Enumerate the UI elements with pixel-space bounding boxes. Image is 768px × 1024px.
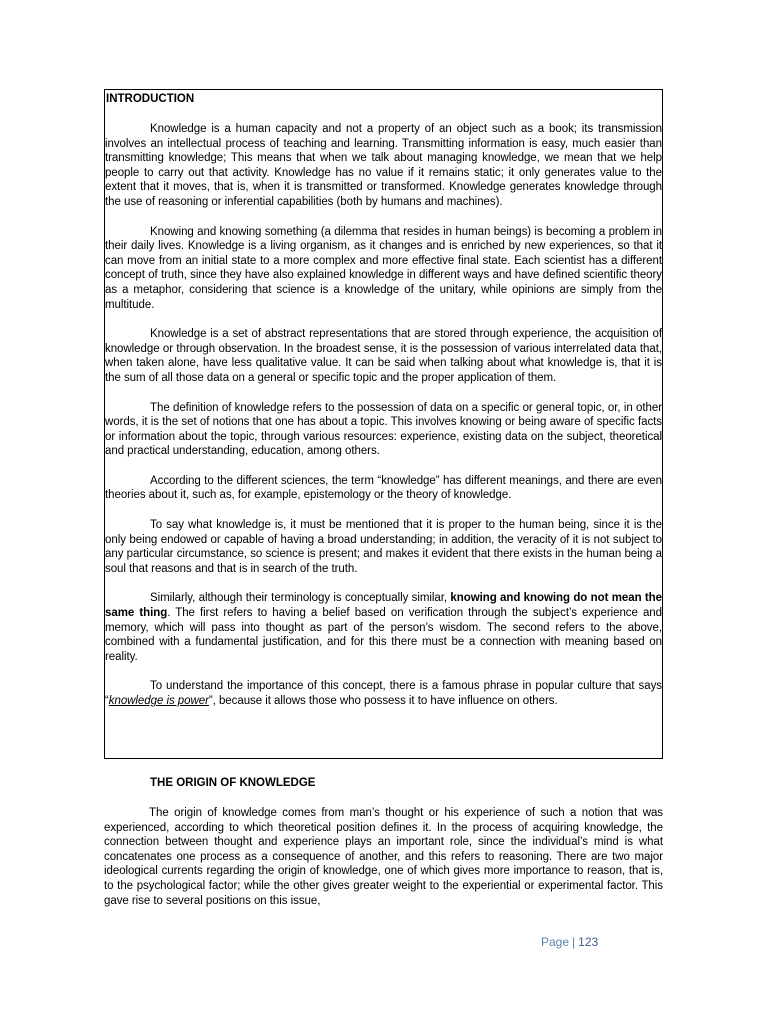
intro-paragraph-3: Knowledge is a set of abstract representations that are stored through experience, the acquisition of knowledge or through observation. In the broadest sense, it is the possession of various interrelated data that, when taken alone, have less qualitative value. It can be said when talking about what knowledge is, that it is the sum of all those data on a general or specific topic and the proper application of them. [105,328,662,384]
p7-bold-phrase: knowing and knowing do not mean the same thing [105,592,662,620]
p8-quote-phrase: knowledge is power [108,695,209,707]
page-footer [541,935,598,949]
intro-paragraph-5: According to the different sciences, the term “knowledge” has different meanings, and there are even theories about it, such as, for example, epistemology or the theory of knowledge. [105,474,662,502]
page-number: 123 [578,935,599,949]
origin-paragraph-1: The origin of knowledge comes from man’s thought or his experience of such a notion that was experienced, according to which theoretical position defines it. In the process of acquiring knowledge, the connection between thought and experience plays an important role, since the individual’s mind is what concatenates one process as a consequence of another, and this refers to reasoning. There are two major ideological currents regarding the origin of knowledge, one of which gives more importance to reason, that is, to the psychological factor; while the other gives greater weight to the experiential or experimental factor. This gave rise to several positions on this issue, [104,807,663,907]
p8-text-start: To understand the importance of this concept, there is a famous phrase in popular culture that says “ [105,680,662,707]
p7-text-start: Similarly, although their terminology is conceptually similar, [150,592,451,605]
introduction-box [104,89,663,759]
p8-text-end: ”, because it allows those who possess it to have influence on others. [208,695,558,707]
intro-paragraph-4: The definition of knowledge refers to the possession of data on a specific or general topic, or, in other words, it is the set of notions that one has about a topic. This involves knowing or being aware of specific facts or information about the topic, through various resources: experience, existing data on the subject, theoretical and practical understanding, education, among others. [105,401,662,458]
page-separator: | [572,935,576,949]
intro-paragraph-2: Knowing and knowing something (a dilemma that resides in human beings) is becoming a problem in their daily lives. Knowledge is a living organism, as it changes and is enriched by new experiences, so that it can move from an initial state to a more complex and more effective final state. Each scientist has a different concept of truth, since they have also explained knowledge in different ways and have defined scientific theory as a metaphor, considering that science is a knowledge of the unitary, while opinions are simply from the multitude. [105,225,662,311]
intro-paragraph-8 [105,679,662,708]
origin-section [104,776,663,908]
intro-paragraph-1: Knowledge is a human capacity and not a property of an object such as a book; its transmission involves an intellectual process of teaching and learning. Transmitting information is easy, much easier than transmitting knowledge; This means that when we talk about managing knowledge, we mean that we help people to carry out that activity. Knowledge has no value if it remains static; it only generates value to the extent that it moves, that is, when it is transmitted or transformed. Knowledge generates knowledge through the use of reasoning or inferential capabilities (both by humans and machines). [105,123,662,208]
page-label: Page [541,935,570,949]
origin-heading: THE ORIGIN OF KNOWLEDGE [150,777,316,789]
introduction-heading: INTRODUCTION [106,93,195,105]
intro-paragraph-7 [105,591,662,664]
p7-text-end: . The first refers to having a belief based on verification through the subject’s experience and memory, which will pass into thought as part of the person’s wisdom. The second refers to the above, combined with a fundamental justification, and for this there must be a connection with meaning based on reality. [105,607,662,663]
intro-paragraph-6: To say what knowledge is, it must be mentioned that it is proper to the human being, since it is the only being endowed or capable of having a broad understanding; in addition, the veracity of it is not subject to any particular circumstance, so science is present; and makes it evident that there exists in the human being a soul that reasons and that is in search of the truth. [105,519,662,575]
